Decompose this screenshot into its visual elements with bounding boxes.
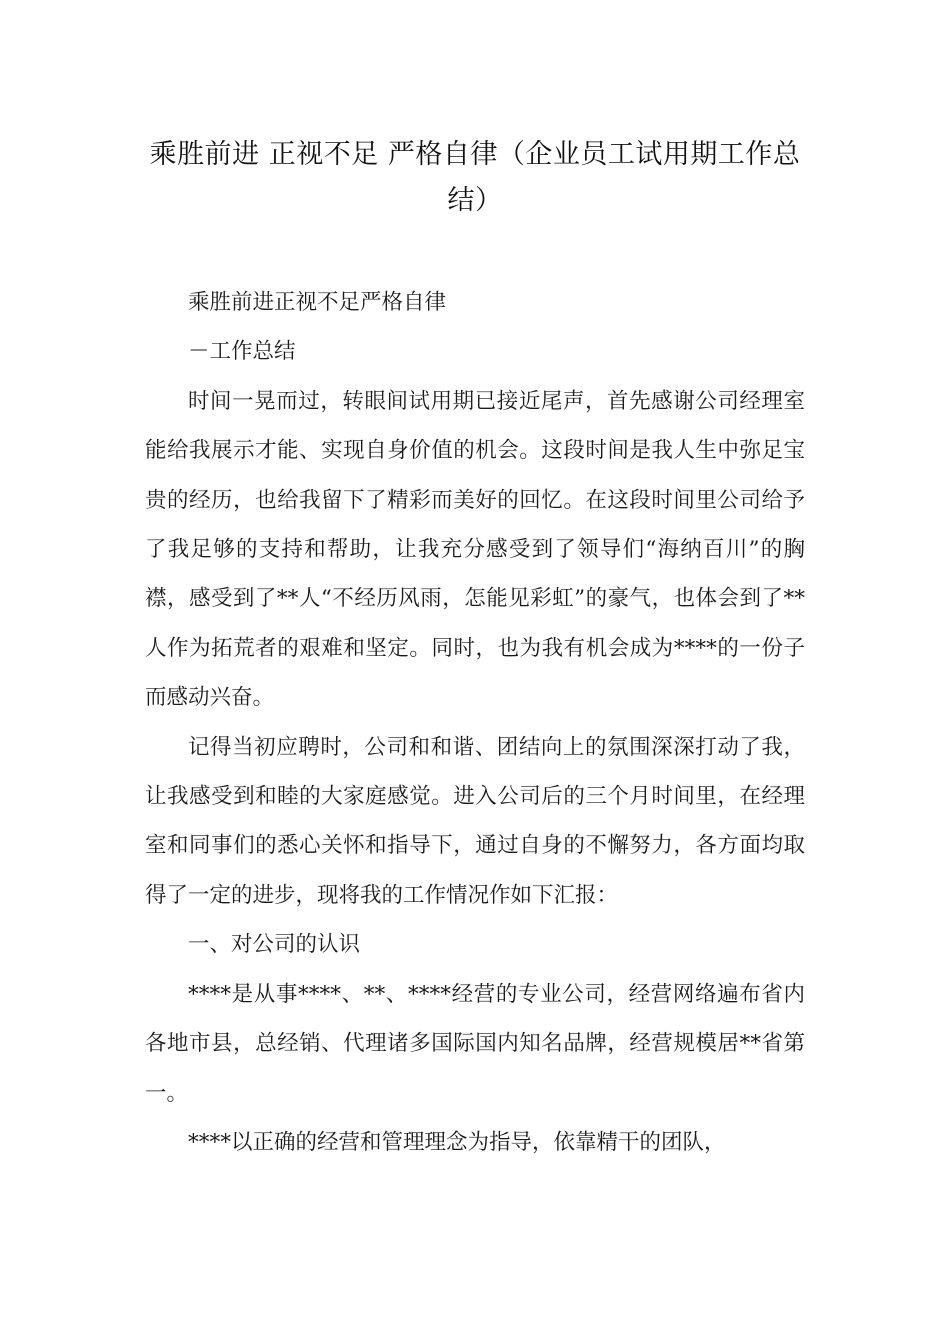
- paragraph-company: ****是从事****、**、****经营的专业公司，经营网络遍布省内各地市县，总经销、代理诸多国际国内知名品牌，经营规模居**省第一。: [145, 981, 805, 1106]
- paragraph-philosophy: ****以正确的经营和管理理念为指导，依靠精干的团队，: [188, 1129, 726, 1155]
- paragraph-subtitle-2: －工作总结: [188, 339, 296, 365]
- paragraph-recall: 记得当初应聘时，公司和和谐、团结向上的氛围深深打动了我，让我感受到和睦的大家庭感觉。进入公司后的三个月时间里，在经理室和同事们的悉心关怀和指导下，通过自身的不懈努力，各方面均取得了一定的进步，现将我的工作情况作如下汇报：: [145, 734, 805, 908]
- section-heading-company: 一、对公司的认识: [188, 932, 361, 958]
- paragraph-subtitle: 乘胜前进正视不足严格自律: [188, 290, 447, 315]
- document-body: [145, 278, 805, 1167]
- document-title: 乘胜前进 正视不足 严格自律（企业员工试用期工作总结）: [149, 139, 801, 216]
- paragraph-intro: 时间一晃而过，转眼间试用期已接近尾声，首先感谢公司经理室能给我展示才能、实现自身价值的机会。这段时间是我人生中弥足宝贵的经历，也给我留下了精彩而美好的回忆。在这段时间里公司给予了我足够的支持和帮助，让我充分感受到了领导们“海纳百川”的胸襟，感受到了**人“不经历风雨，怎能见彩虹”的豪气，也体会到了**人作为拓荒者的艰难和坚定。同时，也为我有机会成为****的一份子而感动兴奋。: [145, 388, 805, 711]
